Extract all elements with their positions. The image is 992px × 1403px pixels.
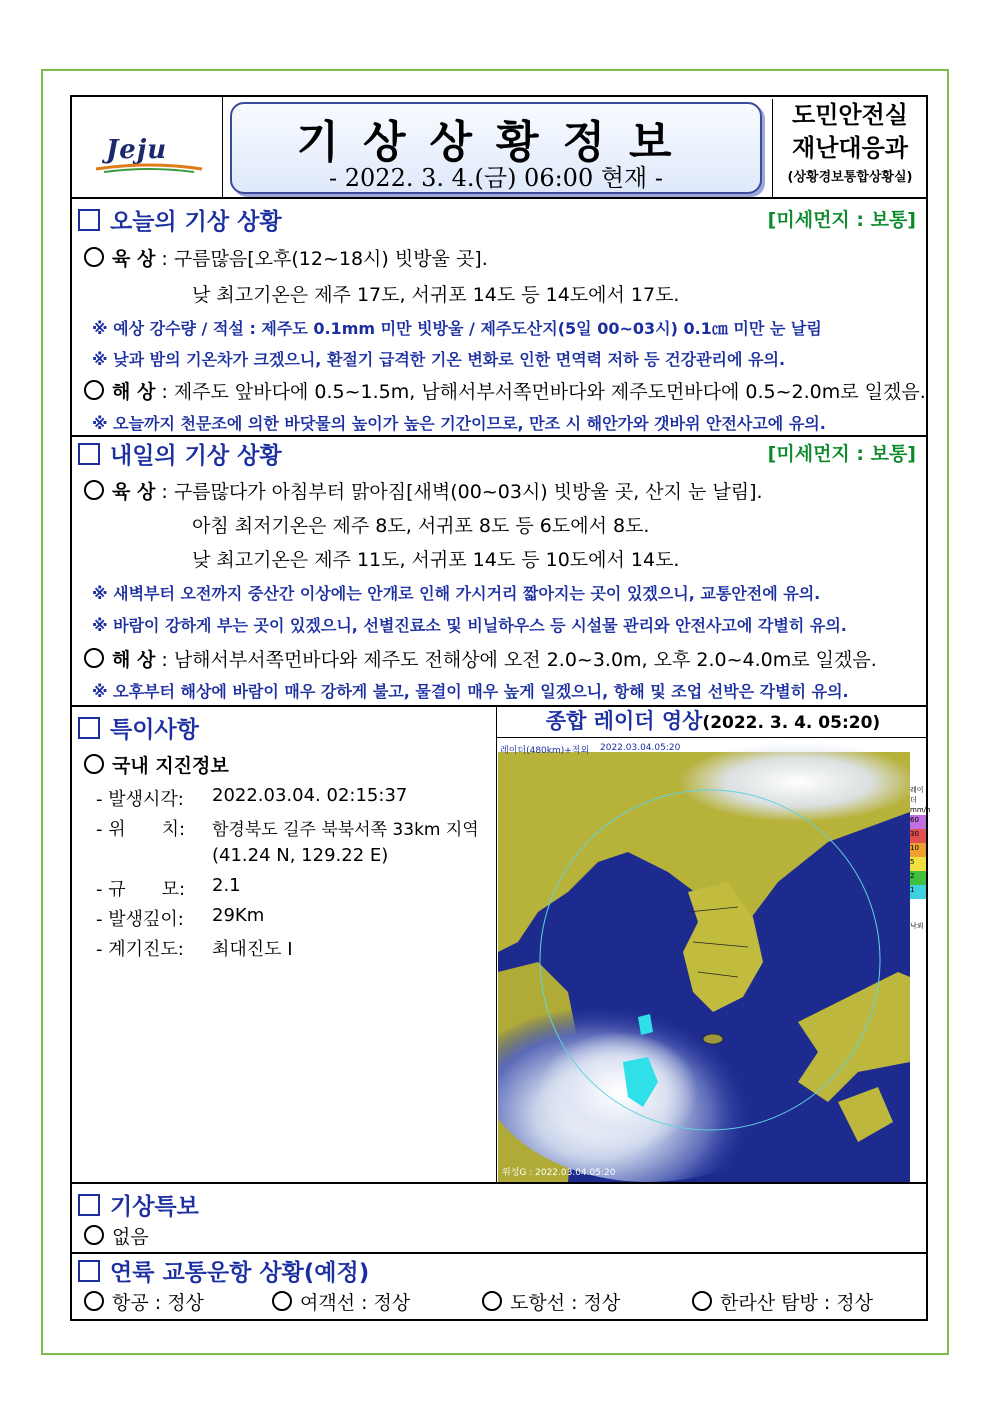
today-sea1: : 제주도 앞바다에 0.5~1.5m, 남해서부서쪽먼바다와 제주도먼바다에 0.5~2.0m로 일겠음. — [161, 381, 926, 403]
traffic-hallasan — [692, 1288, 873, 1315]
legend-unit: mm/h — [910, 806, 931, 814]
checkbox-icon — [78, 209, 100, 231]
logo-swoosh-icon — [94, 163, 204, 173]
circle-bullet-icon — [482, 1291, 502, 1311]
traffic-island-text: 도항선 : 정상 — [510, 1292, 621, 1314]
today-title — [78, 203, 282, 236]
today-sea — [84, 377, 926, 404]
eq-mag-label: - 규 모: — [96, 879, 186, 900]
traffic-hallasan-text: 한라산 탐방 : 정상 — [720, 1292, 873, 1314]
eq-depth-label: - 발생깊이: — [96, 909, 184, 930]
special-section — [72, 705, 497, 1182]
legend-60: 60 — [910, 815, 926, 829]
dept-line3: (상황경보통합상황실) — [787, 170, 913, 185]
radar-title — [498, 705, 928, 735]
radar-divider — [496, 737, 928, 738]
tomorrow-note2: ※ 바람이 강하게 부는 곳이 있겠으니, 선별진료소 및 비닐하우스 등 시설물 관리와 안전사고에 각별히 유의. — [92, 616, 847, 635]
special-title-text: 특이사항 — [110, 717, 199, 743]
eq-intensity-value: 최대진도 Ⅰ — [212, 939, 293, 960]
legend-title: 레이더 — [910, 786, 924, 804]
legend-lightning: 낙뢰 — [910, 922, 924, 930]
tomorrow-section — [72, 435, 926, 707]
warning-title — [78, 1188, 199, 1221]
circle-bullet-icon — [84, 1225, 104, 1245]
warning-title-text: 기상특보 — [110, 1194, 199, 1220]
tomorrow-sea1: : 남해서부서쪽먼바다와 제주도 전해상에 오전 2.0~3.0m, 오후 2.0~4.0m로 일겠음. — [161, 649, 877, 671]
today-sea-label: 해 상 — [112, 381, 156, 403]
eq-mag-value: 2.1 — [212, 875, 241, 896]
traffic-title — [78, 1254, 369, 1287]
tomorrow-land-label: 육 상 — [112, 481, 156, 503]
radar-legend — [910, 785, 931, 931]
circle-bullet-icon — [272, 1291, 292, 1311]
legend-10: 10 — [910, 843, 926, 857]
tomorrow-land3: 낮 최고기온은 제주 11도, 서귀포 14도 등 10도에서 14도. — [192, 549, 680, 571]
tomorrow-note3: ※ 오후부터 해상에 바람이 매우 강하게 불고, 물결이 매우 높게 일겠으니, 항해 및 조업 선박은 각별히 유의. — [92, 682, 849, 701]
tomorrow-title-text: 내일의 기상 상황 — [110, 443, 282, 469]
jeju-logo: Jeju — [106, 135, 168, 165]
checkbox-icon — [78, 1194, 100, 1216]
today-land — [84, 244, 488, 271]
checkbox-icon — [78, 443, 100, 465]
traffic-ferry — [272, 1288, 410, 1315]
legend-5: 5 — [910, 857, 926, 871]
department — [772, 99, 927, 197]
legend-1: 1 — [910, 885, 926, 899]
radar-title-text: 종합 레이더 영상 — [545, 709, 703, 733]
checkbox-icon — [78, 717, 100, 739]
tomorrow-note1: ※ 새벽부터 오전까지 중산간 이상에는 안개로 인해 가시거리 짧아지는 곳이 있겠으니, 교통안전에 유의. — [92, 584, 821, 603]
radar-image — [498, 742, 910, 1182]
page-subtitle: - 2022. 3. 4.(금) 06:00 현재 - — [329, 164, 663, 192]
eq-loc-value: 함경북도 길주 북북서쪽 33km 지역 — [212, 820, 479, 840]
report-frame — [70, 95, 931, 1321]
eq-intensity-label: - 계기진도: — [96, 939, 184, 960]
warning-value — [84, 1222, 149, 1249]
special-title — [78, 711, 199, 744]
tomorrow-sea-label: 해 상 — [112, 649, 156, 671]
legend-2: 2 — [910, 871, 926, 885]
radar-overlay-top: 레이더(480km)+적외 — [500, 746, 590, 756]
circle-bullet-icon — [84, 1291, 104, 1311]
radar-overlay-top-time: 2022.03.04.05:20 — [600, 743, 681, 753]
traffic-title-text: 연륙 교통운항 상황(예정) — [110, 1260, 370, 1286]
tomorrow-land — [84, 477, 763, 504]
circle-bullet-icon — [692, 1291, 712, 1311]
today-note2: ※ 낮과 밤의 기온차가 크겠으니, 환절기 급격한 기온 변화로 인한 면역력 저하 등 건강관리에 유의. — [92, 350, 786, 369]
tomorrow-dust: [미세먼지 : 보통] — [767, 443, 916, 465]
traffic-section — [72, 1250, 926, 1319]
radar-datetime: (2022. 3. 4. 05:20) — [702, 713, 881, 733]
eq-time-label: - 발생시각: — [96, 789, 184, 810]
eq-title — [84, 751, 229, 778]
today-note3: ※ 오늘까지 천문조에 의한 바닷물의 높이가 높은 기간이므로, 만조 시 해안가와 갯바위 안전사고에 유의. — [92, 414, 826, 433]
page-title: 기상상황정보 — [296, 117, 696, 168]
today-land-label: 육 상 — [112, 248, 156, 270]
eq-loc-coords: (41.24 N, 129.22 E) — [212, 845, 389, 866]
today-note1: ※ 예상 강수량 / 적설 : 제주도 0.1mm 미만 빗방울 / 제주도산지(5일 00~03시) 0.1㎝ 미만 눈 날림 — [92, 319, 822, 338]
eq-loc-label: - 위 치: — [96, 819, 186, 840]
title-box — [230, 102, 762, 194]
legend-30: 30 — [910, 829, 926, 843]
today-dust: [미세먼지 : 보통] — [767, 209, 916, 231]
warning-section — [72, 1182, 926, 1254]
radar-overlay-bottom: 위성G : 2022.03.04.05:20 — [502, 1168, 616, 1178]
dept-line1: 도민안전실 — [792, 101, 908, 129]
traffic-air — [84, 1288, 204, 1315]
eq-depth-value: 29Km — [212, 905, 265, 926]
circle-bullet-icon — [84, 247, 104, 267]
tomorrow-land2: 아침 최저기온은 제주 8도, 서귀포 8도 등 6도에서 8도. — [192, 515, 650, 537]
warning-value-text: 없음 — [112, 1226, 149, 1248]
circle-bullet-icon — [84, 480, 104, 500]
today-section — [72, 199, 926, 437]
eq-time-value: 2022.03.04. 02:15:37 — [212, 785, 408, 806]
traffic-island — [482, 1288, 620, 1315]
circle-bullet-icon — [84, 648, 104, 668]
tomorrow-land1: : 구름많다가 아침부터 맑아짐[새벽(00~03시) 빗방울 곳, 산지 눈 날림]. — [161, 481, 763, 503]
circle-bullet-icon — [84, 754, 104, 774]
dept-line2: 재난대응과 — [792, 134, 908, 162]
today-land1: : 구름많음[오후(12~18시) 빗방울 곳]. — [161, 248, 488, 270]
today-title-text: 오늘의 기상 상황 — [110, 209, 282, 235]
eq-title-text: 국내 지진정보 — [112, 755, 229, 777]
traffic-air-text: 항공 : 정상 — [112, 1292, 204, 1314]
tomorrow-title — [78, 437, 282, 470]
traffic-ferry-text: 여객선 : 정상 — [300, 1292, 411, 1314]
tomorrow-sea — [84, 645, 877, 672]
circle-bullet-icon — [84, 380, 104, 400]
today-land2: 낮 최고기온은 제주 17도, 서귀포 14도 등 14도에서 17도. — [192, 284, 680, 306]
header — [72, 97, 926, 199]
checkbox-icon — [78, 1260, 100, 1282]
logo-cell — [72, 97, 223, 197]
